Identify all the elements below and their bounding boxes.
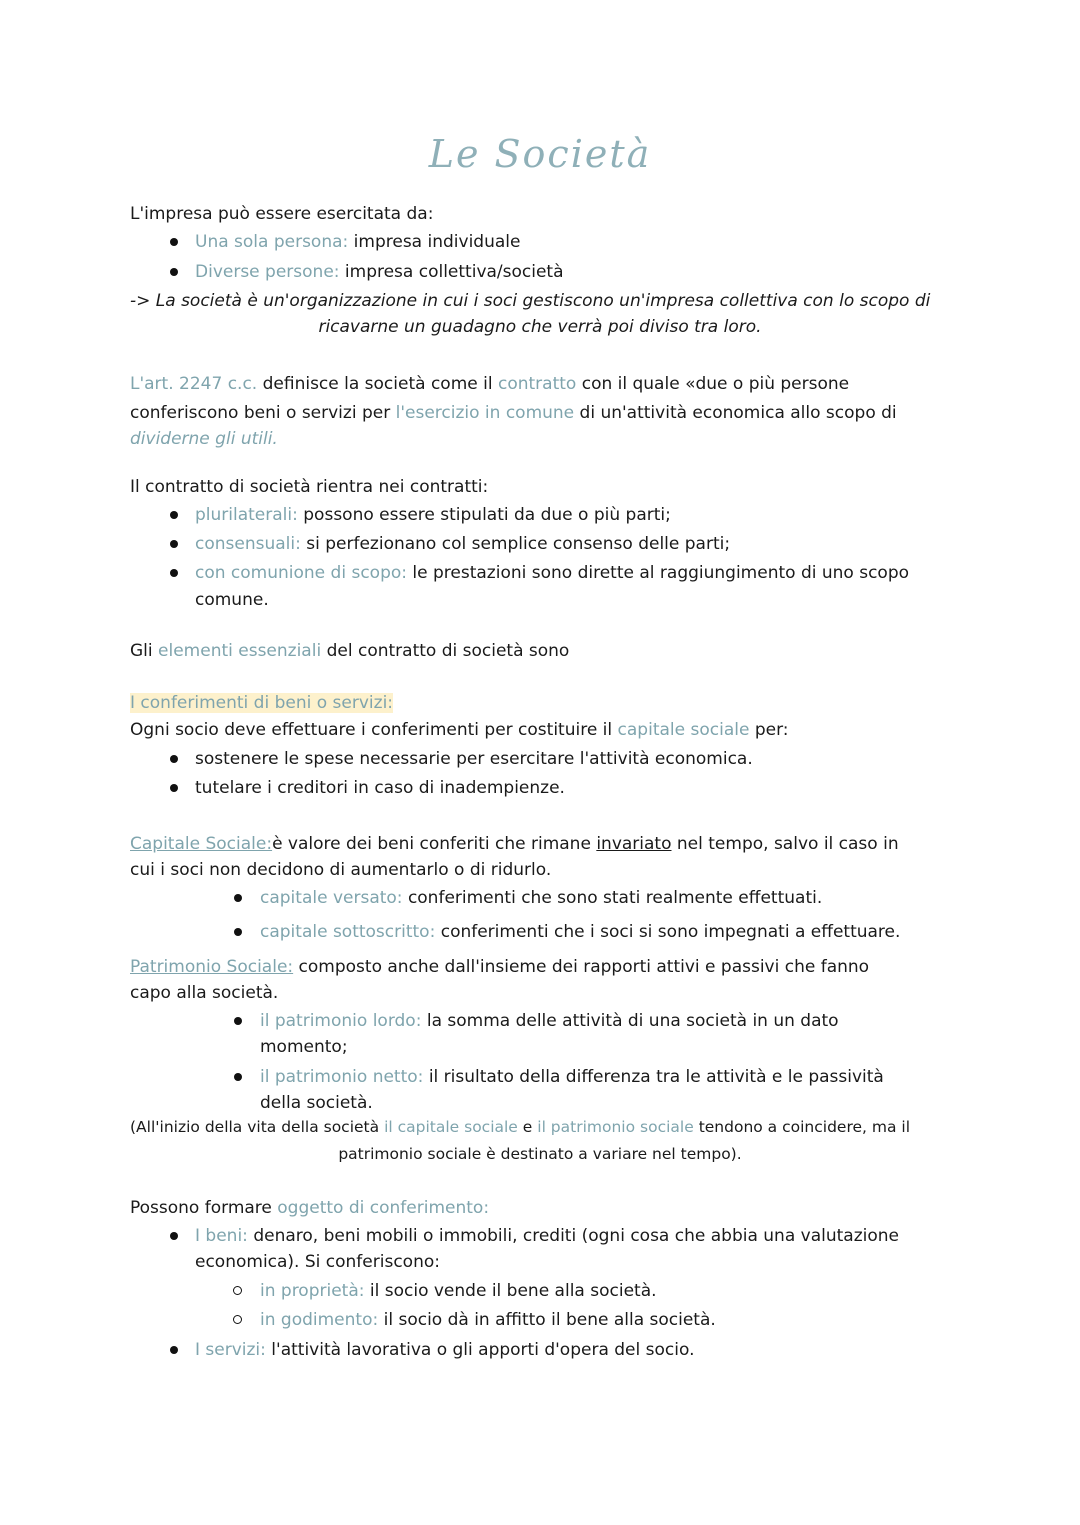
arrow-note: -> La società è un'organizzazione in cui i soci gestiscono un'impresa collettiva con lo scopo di xyxy=(130,291,931,311)
list-item: capitale sottoscritto: conferimenti che i soci si sono impegnati a effettuare. xyxy=(260,922,901,942)
bullet-icon xyxy=(234,894,242,902)
list-item: I beni: denaro, beni mobili o immobili, crediti (ogni cosa che abbia una valutazione xyxy=(195,1226,899,1246)
article-line-1: L'art. 2247 c.c. definisce la società come il contratto con il quale «due o più persone xyxy=(130,374,850,394)
circle-bullet-icon xyxy=(233,1286,242,1295)
list-item: capitale versato: conferimenti che sono stati realmente effettuati. xyxy=(260,888,823,908)
list-item-cont: comune. xyxy=(195,590,269,610)
article-line-3: dividerne gli utili. xyxy=(130,429,278,449)
arrow-note-cont: ricavarne un guadagno che verrà poi diviso tra loro. xyxy=(318,317,762,337)
bullet-icon xyxy=(170,268,178,276)
bullet-icon xyxy=(234,928,242,936)
bullet-icon xyxy=(170,511,178,519)
list-item-cont: della società. xyxy=(260,1093,373,1113)
bullet-icon xyxy=(170,1232,178,1240)
oggetto-lead: Possono formare oggetto di conferimento: xyxy=(130,1198,490,1218)
list-item: il patrimonio lordo: la somma delle attività di una società in un dato xyxy=(260,1011,839,1031)
intro-lead: L'impresa può essere esercitata da: xyxy=(130,204,434,224)
bullet-icon xyxy=(170,784,178,792)
list-item: Una sola persona: impresa individuale xyxy=(195,232,521,252)
list-item: il patrimonio netto: il risultato della differenza tra le attività e le passività xyxy=(260,1067,884,1087)
page-title: Le Società xyxy=(428,132,652,176)
patrimonio-line-1: Patrimonio Sociale: composto anche dall'insieme dei rapporti attivi e passivi che fanno xyxy=(130,957,870,977)
patrimonio-note: (All'inizio della vita della società il capitale sociale e il patrimonio sociale tendono a coincidere, ma il xyxy=(130,1118,911,1136)
conferimenti-heading: I conferimenti di beni o servizi: xyxy=(130,693,394,713)
essential-line: Gli elementi essenziali del contratto di società sono xyxy=(130,641,570,661)
contract-lead: Il contratto di società rientra nei contratti: xyxy=(130,477,489,497)
bullet-icon xyxy=(170,540,178,548)
list-item: Diverse persone: impresa collettiva/società xyxy=(195,262,564,282)
sub-list-item: in proprietà: il socio vende il bene alla società. xyxy=(260,1281,657,1301)
list-item: consensuali: si perfezionano col semplice consenso delle parti; xyxy=(195,534,731,554)
list-item: tutelare i creditori in caso di inadempienze. xyxy=(195,778,565,798)
bullet-icon xyxy=(170,238,178,246)
bullet-icon xyxy=(170,1346,178,1354)
capitale-line-1: Capitale Sociale:è valore dei beni conferiti che rimane invariato nel tempo, salvo il caso in xyxy=(130,834,899,854)
bullet-icon xyxy=(170,755,178,763)
list-item-cont: economica). Si conferiscono: xyxy=(195,1252,440,1272)
list-item-cont: momento; xyxy=(260,1037,348,1057)
circle-bullet-icon xyxy=(233,1315,242,1324)
list-item: plurilaterali: possono essere stipulati da due o più parti; xyxy=(195,505,671,525)
bullet-icon xyxy=(170,569,178,577)
sub-list-item: in godimento: il socio dà in affitto il bene alla società. xyxy=(260,1310,716,1330)
list-item: con comunione di scopo: le prestazioni sono dirette al raggiungimento di uno scopo xyxy=(195,563,910,583)
article-line-2: conferiscono beni o servizi per l'esercizio in comune di un'attività economica allo scopo di xyxy=(130,403,897,423)
patrimonio-line-2: capo alla società. xyxy=(130,983,279,1003)
patrimonio-note-cont: patrimonio sociale è destinato a variare nel tempo). xyxy=(338,1145,742,1163)
bullet-icon xyxy=(234,1073,242,1081)
conferimenti-lead: Ogni socio deve effettuare i conferimenti per costituire il capitale sociale per: xyxy=(130,720,789,740)
list-item: sostenere le spese necessarie per esercitare l'attività economica. xyxy=(195,749,753,769)
bullet-icon xyxy=(234,1017,242,1025)
list-item: I servizi: l'attività lavorativa o gli apporti d'opera del socio. xyxy=(195,1340,695,1360)
capitale-line-2: cui i soci non decidono di aumentarlo o di ridurlo. xyxy=(130,860,552,880)
